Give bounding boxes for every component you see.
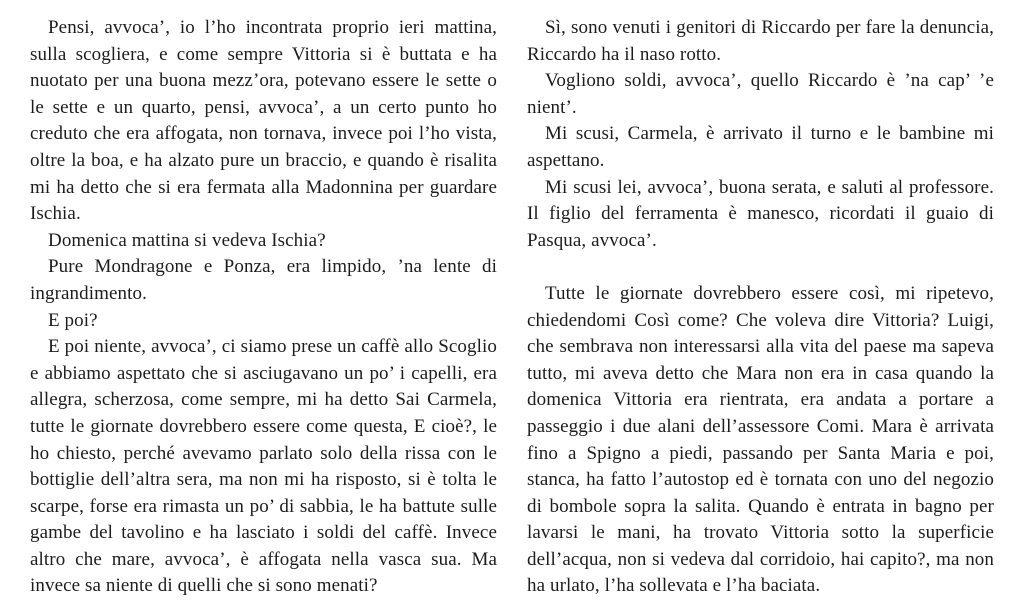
paragraph: Vogliono soldi, avvoca’, quello Riccardo è ’na cap’ ’e nient’. [527, 70, 994, 118]
paragraph: Pensi, avvoca’, io l’ho incontrata proprio ieri mattina, sulla scogliera, e come sempre Vittoria si è buttata e ha nuotato per una buona mezz’ora, potevano essere le sette o le sette e un quarto, pensi, avvoca’, a un certo punto ho creduto che era affogata, non tornava, invece poi l’ho vista, oltre la boa, e ha alzato pure un braccio, e quando è risalita mi ha detto che si era fermata alla Madonnina per guardare Ischia. [30, 17, 497, 225]
paragraph: Pure Mondragone e Ponza, era limpido, ’na lente di ingrandimento. [30, 256, 497, 304]
paragraph: E poi? [48, 309, 98, 331]
paragraph-section-start: Tutte le giornate dovrebbero essere così, mi ripetevo, chiedendomi Così come? Che voleva dire Vittoria? Luigi, che sembrava non interessarsi alla vita del paese ma sapeva tutto, mi aveva detto che Mara non era in casa quando la domenica Vittoria era rientrata, era andata a portare a passeggio i due alani dell’assessore Comi. Mara è arrivata fino a Spigno a piedi, passando per Santa Maria e poi, stanca, ha fatto l’autostop ed è tornata con uno del negozio di bombole sopra la salita. Quando è entrata in bagno per lavarsi le mani, ha trovato Vittoria sotto la superficie dell’acqua, non si vedeva dal corridoio, hai capito?, ma non ha urlato, l’ha sollevata e l’ha baciata. [527, 282, 994, 597]
paragraph: Sì, sono venuti i genitori di Riccardo per fare la denuncia, Riccardo ha il naso rotto. [527, 17, 994, 65]
paragraph: Mi scusi lei, avvoca’, buona serata, e saluti al professore. Il figlio del ferramenta è manesco, ricordati il guaio di Pasqua, avvoca’. [527, 176, 994, 251]
paragraph: Domenica mattina si vedeva Ischia? [48, 229, 326, 251]
page-right [527, 15, 994, 597]
paragraph: Mi scusi, Carmela, è arrivato il turno e le bambine mi aspettano. [527, 123, 994, 171]
paragraph: E poi niente, avvoca’, ci siamo prese un caffè allo Scoglio e abbiamo aspettato che si asciugavano un po’ i capelli, era allegra, scherzosa, come sempre, mi ha detto Sai Carmela, tutte le giornate dovrebbero essere come questa, E cioè?, le ho chiesto, perché avevamo parlato solo della rissa con le bottiglie dell’altra sera, ma non mi ha risposto, si è tolta le scarpe, forse era rimasta un po’ di sabbia, le ha battute sulle gambe del tavolino e ha lasciato i soldi del caffè. Invece altro che mare, avvoca’, è affogata nella vasca sua. Ma invece sa niente di quelli che si sono menati? [30, 336, 497, 597]
page-left [30, 15, 497, 597]
